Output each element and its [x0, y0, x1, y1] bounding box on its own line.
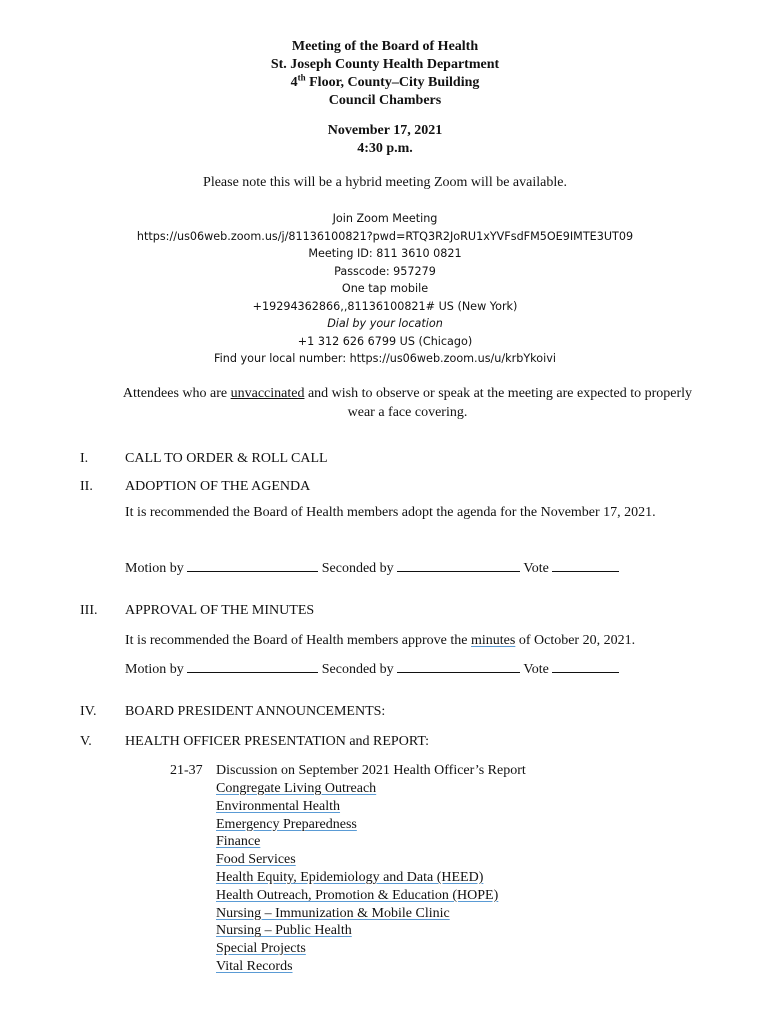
report-link[interactable]: Health Equity, Epidemiology and Data (HEED) — [216, 869, 484, 885]
zoom-meeting-id: Meeting ID: 811 3610 0821 — [308, 247, 462, 260]
report-link[interactable]: Finance — [216, 834, 261, 850]
report-link[interactable]: Nursing – Public Health — [216, 923, 352, 939]
unvaccinated-text: unvaccinated — [230, 386, 305, 401]
vote-blank[interactable] — [552, 660, 619, 673]
item-v-number: V. — [80, 734, 92, 749]
header-title: Meeting of the Board of Health — [291, 39, 479, 54]
zoom-passcode: Passcode: 957279 — [334, 264, 436, 278]
vote-blank[interactable] — [552, 559, 619, 572]
minutes-link[interactable]: minutes — [471, 633, 516, 648]
item-iii-motion-line: Motion by Seconded by Vote — [125, 660, 619, 678]
report-code: 21-37 — [170, 763, 203, 778]
header-location: 4th Floor, County–City Building — [290, 72, 480, 90]
motion-blank[interactable] — [187, 660, 318, 673]
seconded-blank[interactable] — [397, 559, 520, 572]
motion-blank[interactable] — [187, 559, 318, 572]
report-title: Discussion on September 2021 Health Officer’s Report — [216, 763, 526, 778]
item-iii-recommendation: It is recommended the Board of Health members approve the minutes of October 20, 2021. — [125, 633, 636, 648]
item-iii-title: APPROVAL OF THE MINUTES — [125, 603, 315, 618]
meeting-time: 4:30 p.m. — [357, 141, 413, 156]
item-iv-title: BOARD PRESIDENT ANNOUNCEMENTS: — [125, 704, 386, 719]
zoom-one-tap-number: +19294362866,,81136100821# US (New York) — [252, 299, 518, 313]
hybrid-note: Please note this will be a hybrid meeting Zoom will be available. — [203, 175, 567, 190]
item-i-title: CALL TO ORDER & ROLL CALL — [125, 451, 328, 466]
meeting-datetime — [0, 122, 770, 158]
item-iv-number: IV. — [80, 704, 97, 719]
zoom-join-label: Join Zoom Meeting — [332, 212, 438, 225]
meeting-header — [0, 38, 770, 110]
item-ii-number: II. — [80, 479, 93, 494]
item-ii-recommendation: It is recommended the Board of Health members adopt the agenda for the November 17, 2021. — [125, 505, 656, 520]
header-room: Council Chambers — [328, 93, 442, 108]
report-link[interactable]: Emergency Preparedness — [216, 816, 357, 832]
item-iii-number: III. — [80, 603, 98, 618]
item-ii-motion-line: Motion by Seconded by Vote — [125, 559, 619, 577]
meeting-date: November 17, 2021 — [327, 123, 443, 138]
item-i-number: I. — [80, 451, 89, 466]
report-link[interactable]: Nursing – Immunization & Mobile Clinic — [216, 905, 450, 921]
report-link[interactable]: Health Outreach, Promotion & Education (HOPE) — [216, 887, 499, 903]
zoom-dial-number: +1 312 626 6799 US (Chicago) — [297, 334, 473, 348]
zoom-url[interactable]: https://us06web.zoom.us/j/81136100821?pwd=RTQ3R2JoRU1xYVFsdFM5OE9IMTE3UT09 — [136, 229, 634, 243]
report-link[interactable]: Special Projects — [216, 941, 306, 957]
report-link[interactable]: Congregate Living Outreach — [216, 781, 377, 796]
report-link[interactable]: Environmental Health — [216, 798, 341, 814]
seconded-blank[interactable] — [397, 660, 520, 673]
header-department: St. Joseph County Health Department — [270, 57, 500, 72]
zoom-dial-location-label: Dial by your location — [327, 317, 443, 330]
report-link[interactable]: Food Services — [216, 852, 296, 868]
zoom-info — [0, 210, 770, 368]
report-link[interactable]: Vital Records — [216, 958, 293, 974]
face-covering-notice: Attendees who are unvaccinated and wish to observe or speak at the meeting are expected to properly wear a face covering. — [122, 386, 693, 420]
item-v-title: HEALTH OFFICER PRESENTATION and REPORT: — [125, 734, 430, 749]
report-links-list — [216, 780, 498, 976]
item-ii-title: ADOPTION OF THE AGENDA — [125, 479, 311, 494]
zoom-find-local: Find your local number: https://us06web.zoom.us/u/krbYkoivi — [214, 352, 556, 365]
zoom-one-tap-label: One tap mobile — [341, 282, 429, 295]
